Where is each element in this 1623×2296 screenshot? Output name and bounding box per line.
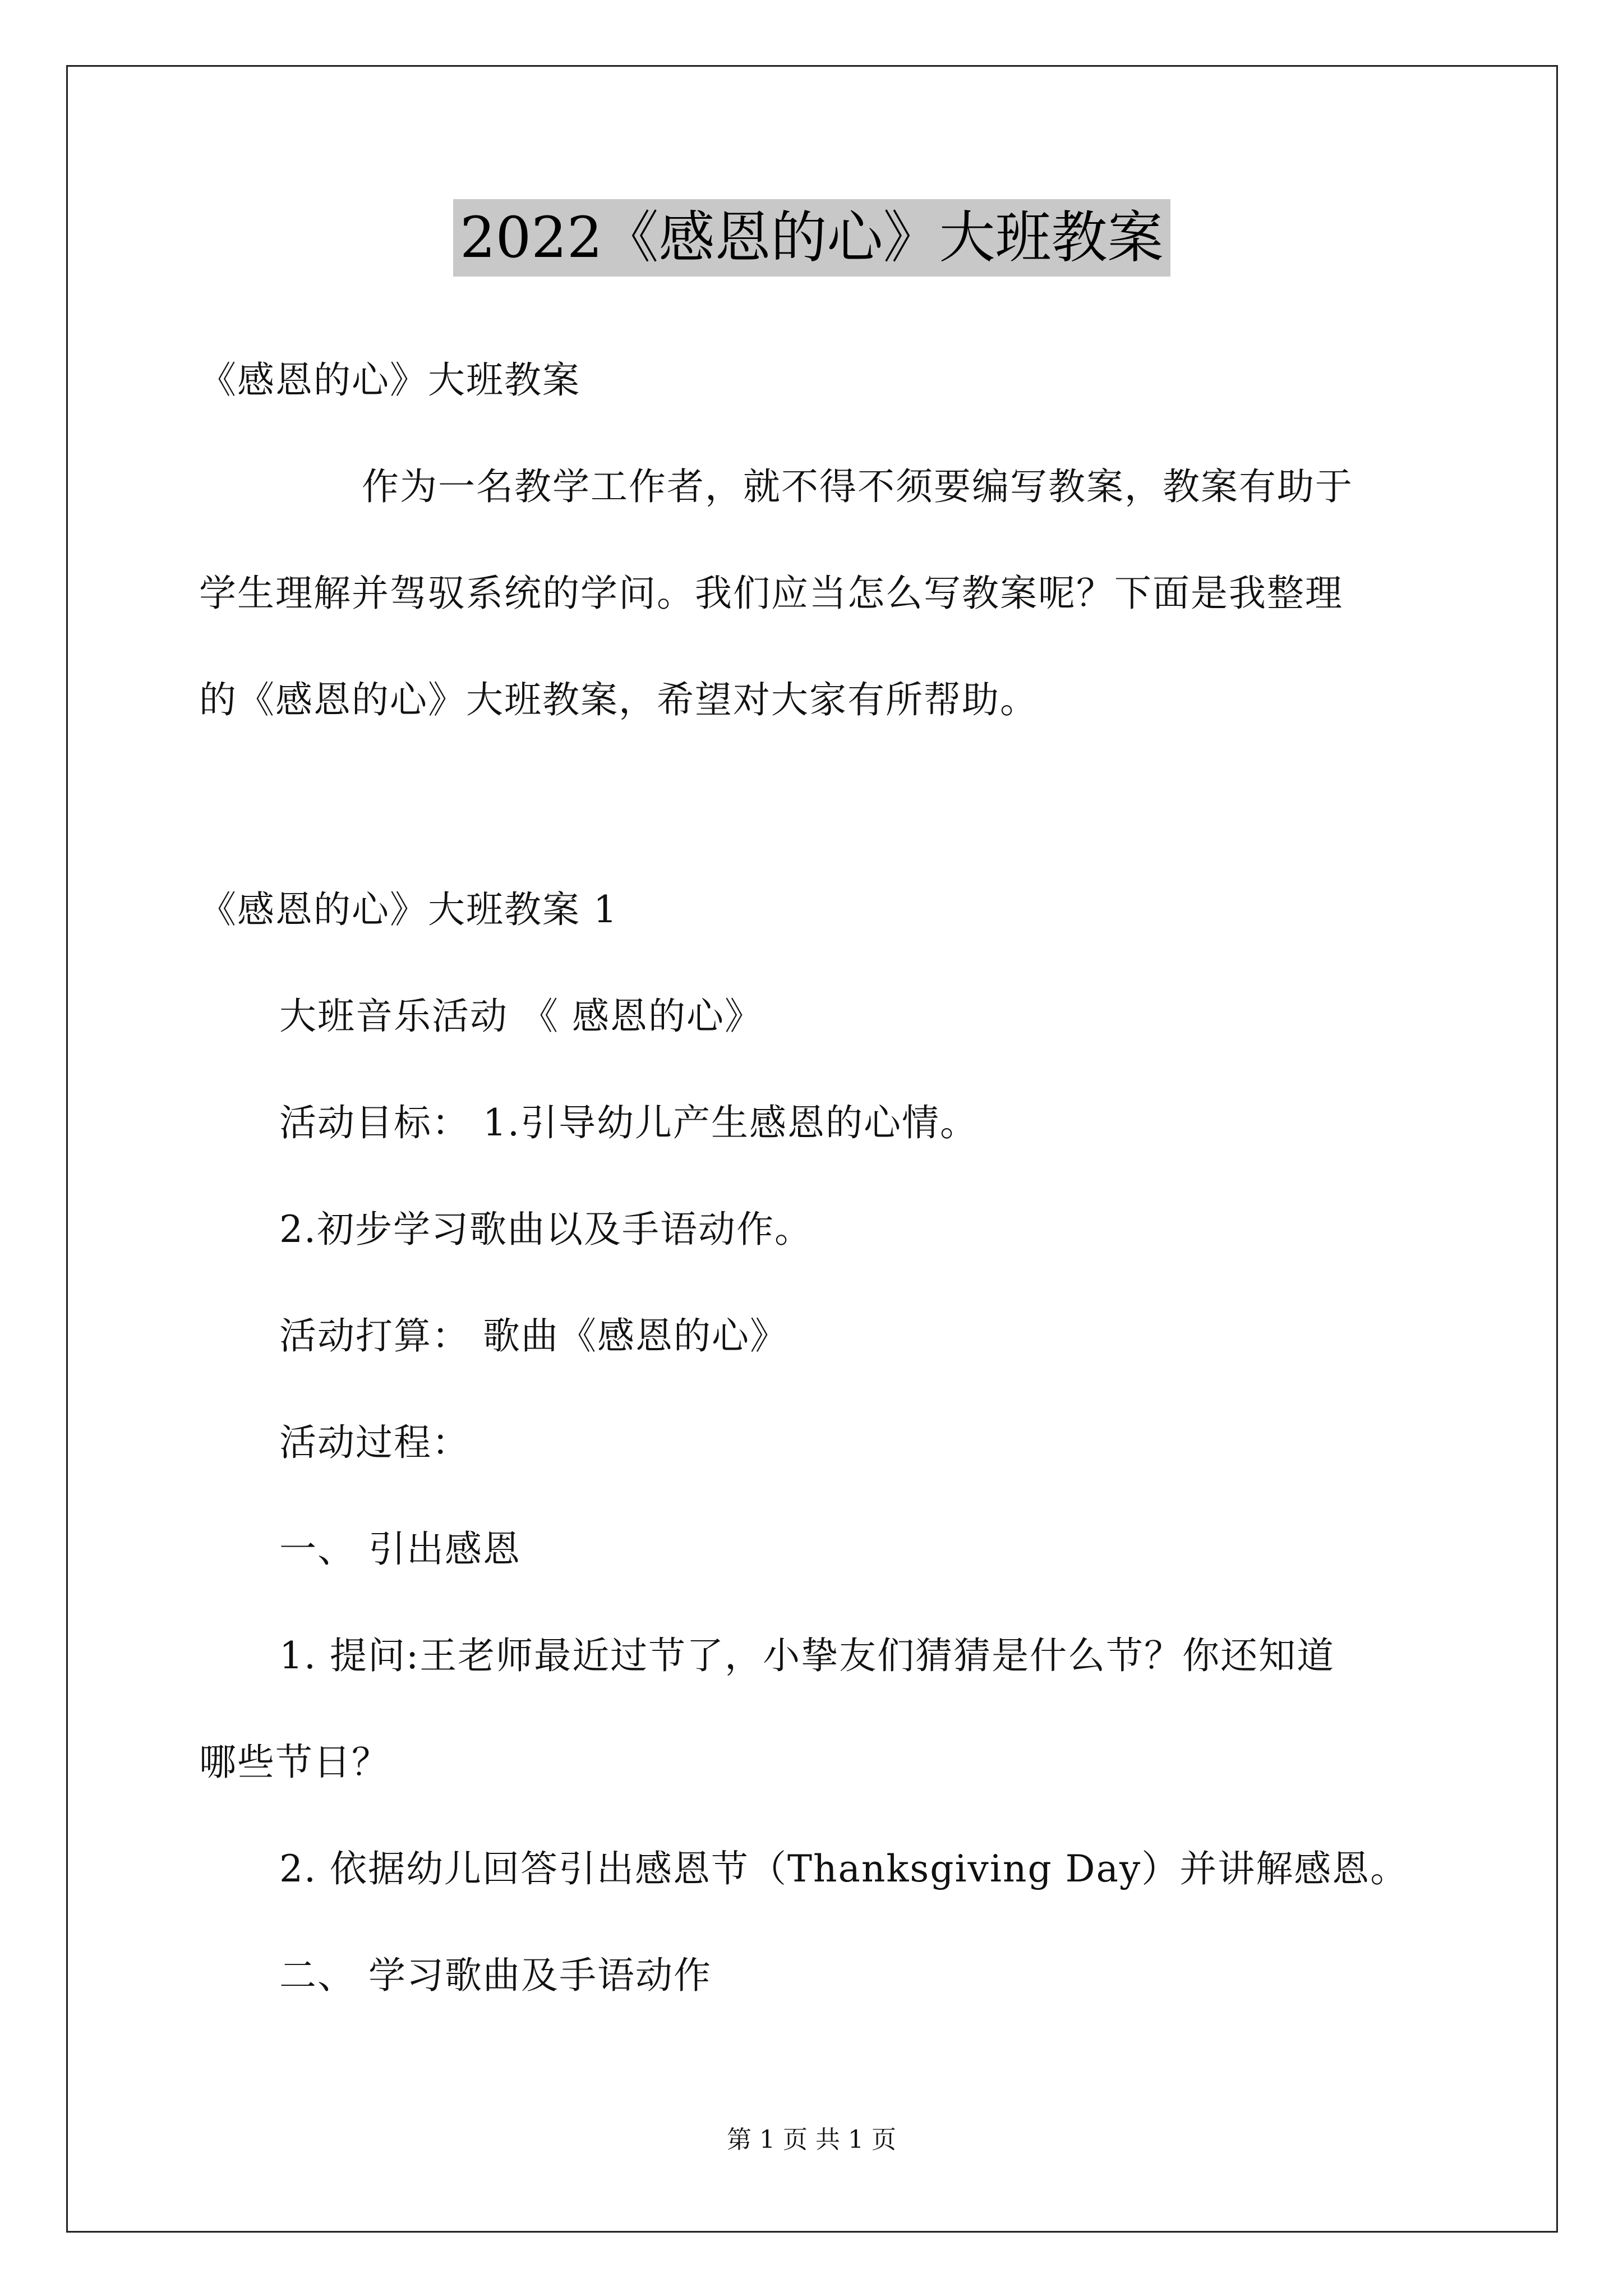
intro-line-1: 作为一名教学工作者，就不得不须要编写教案，教案有助于 — [362, 465, 1353, 508]
page-footer: 第 1 页 共 1 页 — [727, 2125, 896, 2154]
body-line-6: 一、 引出感恩 — [279, 1527, 521, 1571]
subtitle: 《感恩的心》大班教案 — [199, 358, 580, 402]
document-title: 2022《感恩的心》大班教案 — [453, 199, 1170, 277]
body-line-2: 活动目标： 1.引导幼儿产生感恩的心情。 — [279, 1101, 978, 1144]
body-line-1: 大班音乐活动 《 感恩的心》 — [279, 995, 763, 1038]
section-heading: 《感恩的心》大班教案 1 — [199, 888, 618, 931]
body-line-9: 2. 依据幼儿回答引出感恩节（Thanksgiving Day）并讲解感恩。 — [279, 1847, 1409, 1890]
intro-line-3: 的《感恩的心》大班教案，希望对大家有所帮助。 — [199, 678, 1038, 721]
body-line-7: 1. 提问:王老师最近过节了，小挚友们猜猜是什么节？你还知道 — [279, 1634, 1335, 1677]
body-line-10: 二、 学习歌曲及手语动作 — [279, 1954, 712, 1997]
body-line-5: 活动过程： — [279, 1421, 470, 1464]
body-line-3: 2.初步学习歌曲以及手语动作。 — [279, 1208, 813, 1251]
body-line-8: 哪些节日？ — [199, 1741, 390, 1784]
body-line-4: 活动打算： 歌曲《感恩的心》 — [279, 1314, 788, 1358]
intro-line-2: 学生理解并驾驭系统的学问。我们应当怎么写教案呢？下面是我整理 — [199, 572, 1343, 615]
